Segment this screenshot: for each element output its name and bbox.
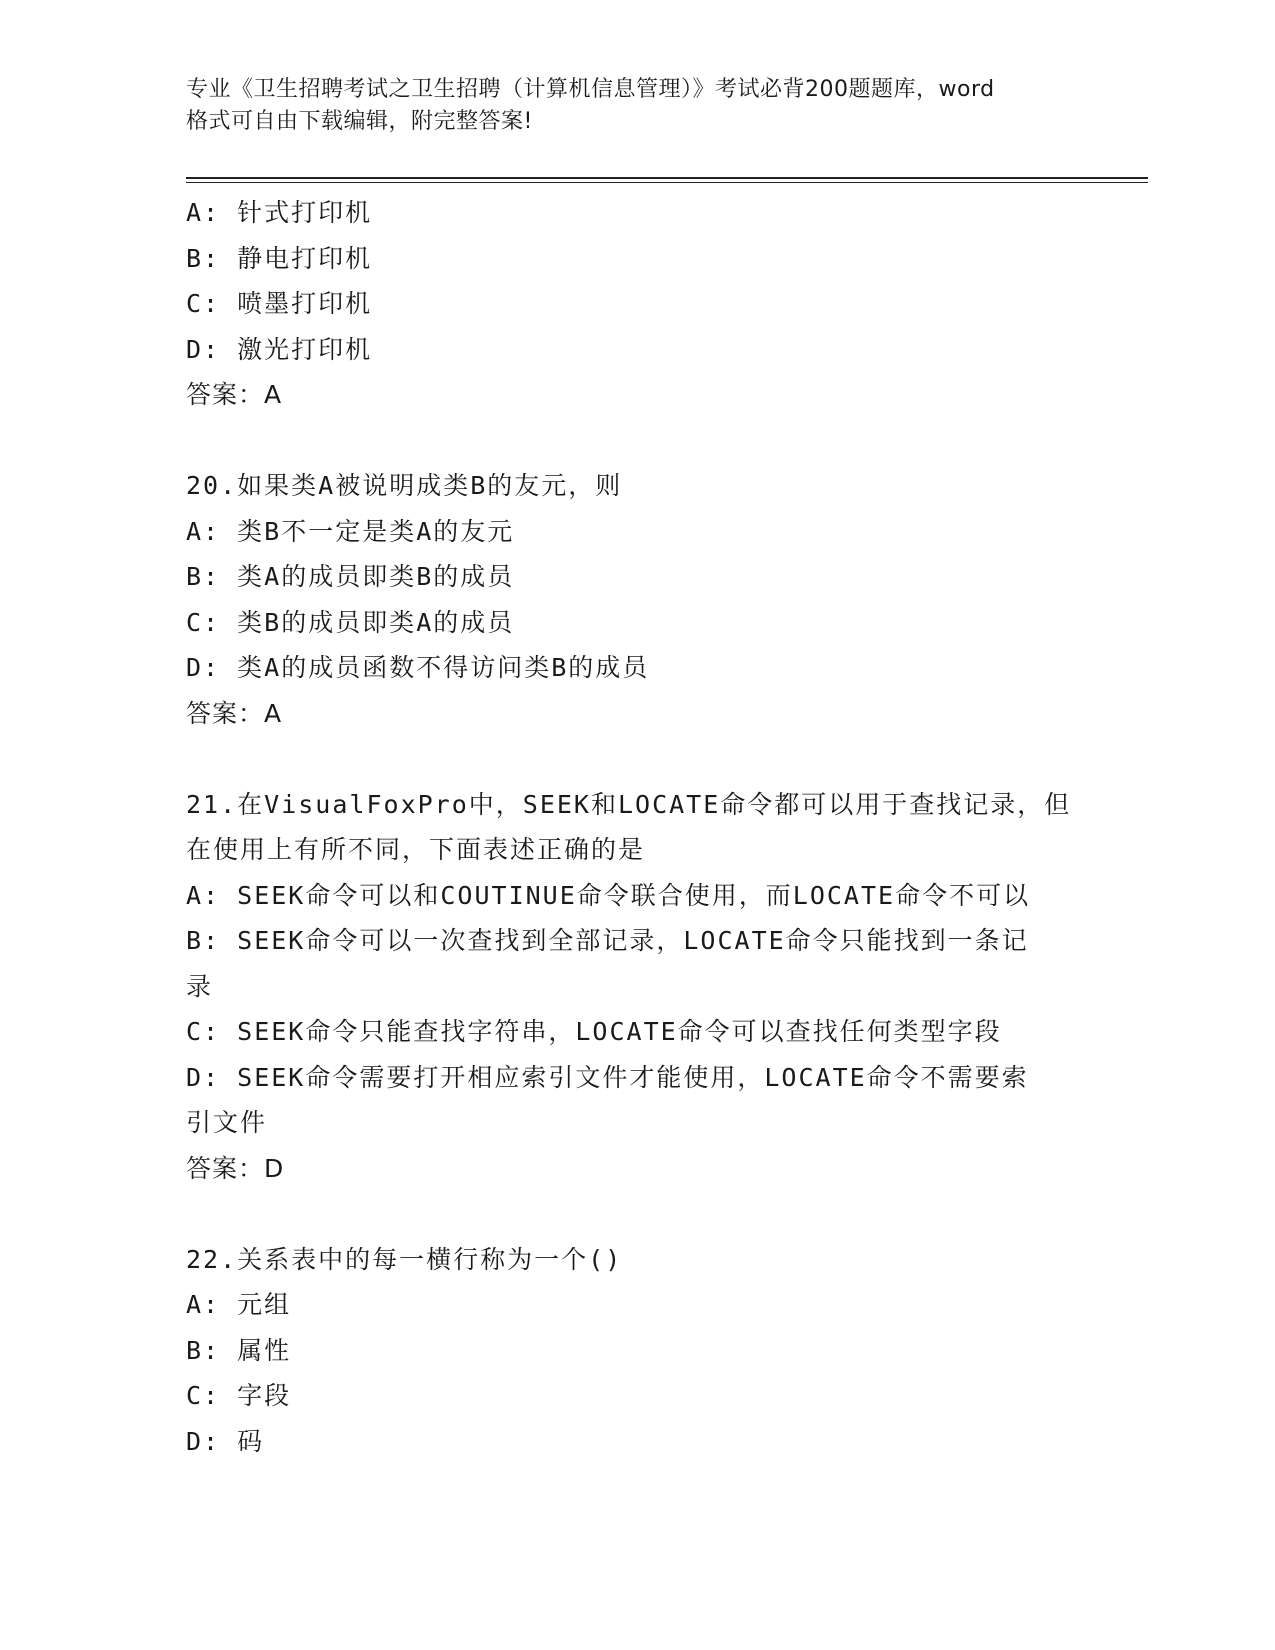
option-d: D: 类A的成员函数不得访问类B的成员: [186, 653, 650, 682]
option-c: C: 字段: [186, 1381, 292, 1410]
question-text: 22.关系表中的每一横行称为一个(): [186, 1244, 623, 1274]
option-a: A: 针式打印机: [186, 198, 373, 227]
option-c: C: SEEK命令只能查找字符串，LOCATE命令可以查找任何类型字段: [186, 1017, 1002, 1046]
question-text-line-1: 21.在VisualFoxPro中，SEEK和LOCATE命令都可以用于查找记录，但: [186, 789, 1072, 819]
question-19: [186, 190, 1086, 418]
option-d-line-1: D: SEEK命令需要打开相应索引文件才能使用，LOCATE命令不需要索: [186, 1062, 1029, 1092]
question-21: [186, 782, 1086, 1192]
spacer: [186, 418, 1086, 464]
header-line-2: 格式可自由下载编辑，附完整答案!: [186, 109, 533, 134]
option-b: B: 静电打印机: [186, 243, 373, 273]
spacer: [186, 1191, 1086, 1237]
answer-label: 答案：A: [186, 698, 283, 728]
answer-label: 答案：D: [186, 1153, 285, 1183]
option-a: A: 类B不一定是类A的友元: [186, 516, 515, 546]
header-line-1: 专业《卫生招聘考试之卫生招聘（计算机信息管理）》考试必背200题题库，word: [186, 77, 995, 102]
option-d-line-2: 引文件: [186, 1108, 268, 1137]
spacer: [186, 736, 1086, 782]
header-divider-thick: [186, 177, 1148, 179]
option-a: A: SEEK命令可以和COUTINUE命令联合使用，而LOCATE命令不可以: [186, 880, 1031, 910]
option-c: C: 喷墨打印机: [186, 289, 373, 318]
option-d: D: 码: [186, 1426, 265, 1456]
option-b-line-2: 录: [186, 971, 214, 1001]
option-b: B: 类A的成员即类B的成员: [186, 562, 515, 591]
option-d: D: 激光打印机: [186, 334, 373, 364]
question-list: [186, 190, 1086, 1464]
answer-label: 答案：A: [186, 380, 283, 409]
question-22: [186, 1237, 1086, 1465]
option-b-line-1: B: SEEK命令可以一次查找到全部记录，LOCATE命令只能找到一条记: [186, 926, 1029, 955]
option-c: C: 类B的成员即类A的成员: [186, 607, 515, 637]
question-20: [186, 463, 1086, 736]
question-text-line-2: 在使用上有所不同，下面表述正确的是: [186, 835, 646, 864]
option-b: B: 属性: [186, 1335, 292, 1365]
header-divider-thin: [186, 182, 1148, 183]
option-a: A: 元组: [186, 1290, 292, 1319]
document-header: [186, 74, 1106, 138]
question-text: 20.如果类A被说明成类B的友元，则: [186, 471, 623, 500]
